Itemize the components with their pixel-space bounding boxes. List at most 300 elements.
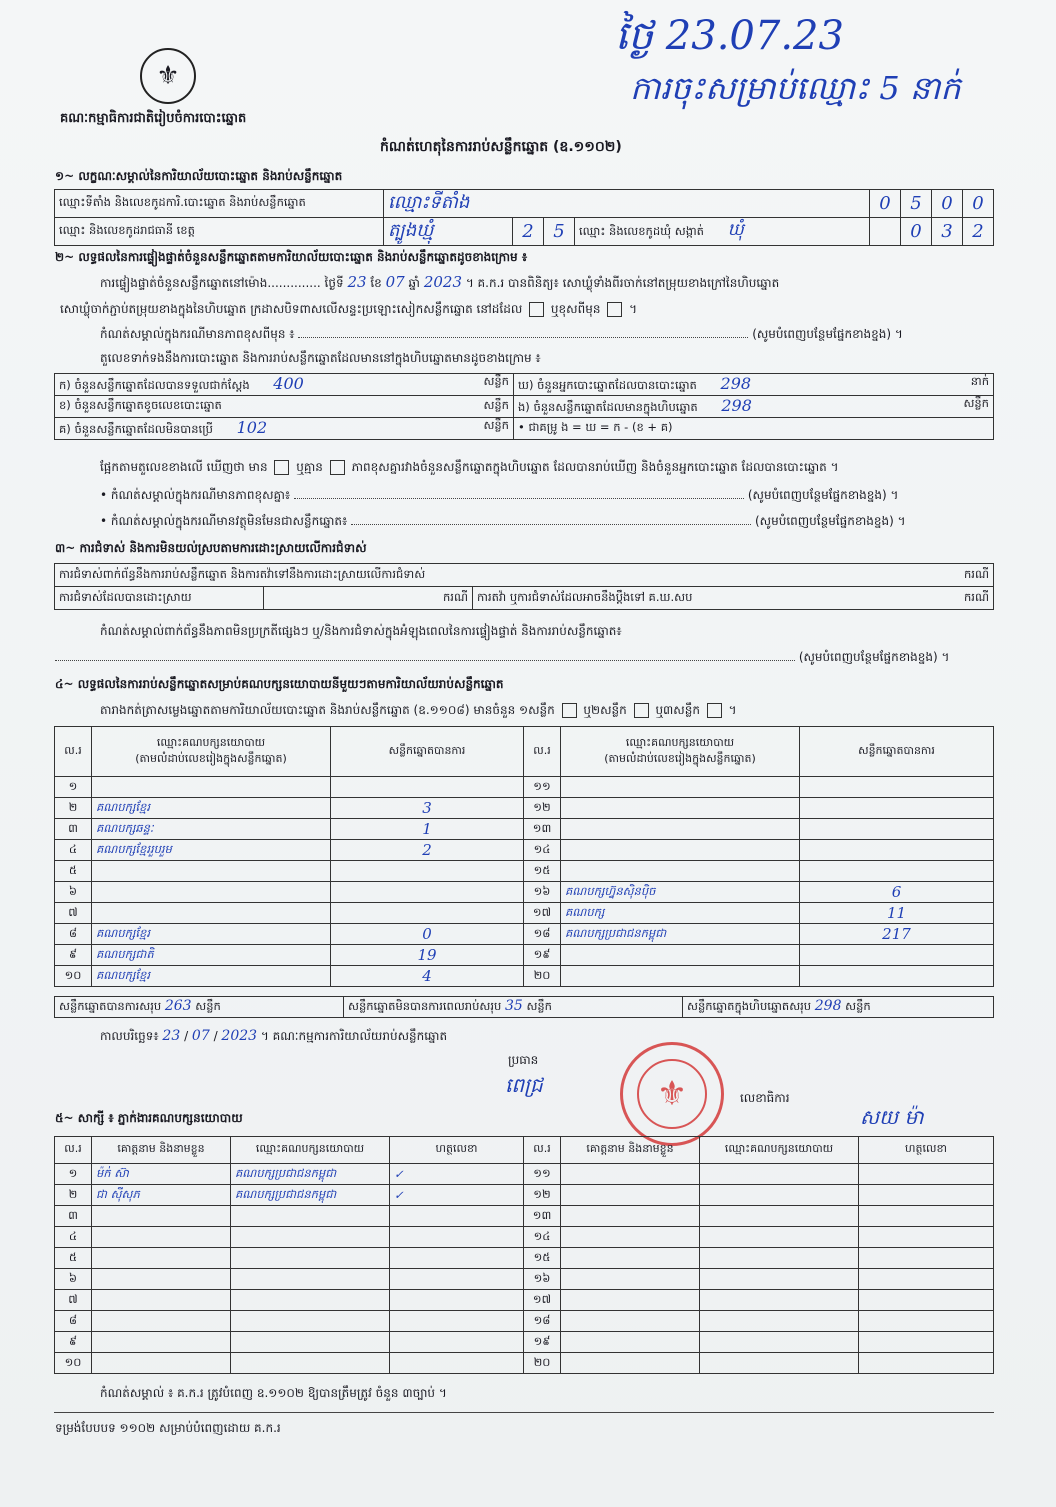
witness-row	[524, 1311, 994, 1332]
date-line: កាលបរិច្ឆេទ៖ 23 / 07 / 2023 ។ គណៈកម្មការការិយាល័យរាប់សន្លឹកឆ្នោត	[100, 1028, 448, 1044]
witness-no: ១៦	[524, 1269, 561, 1290]
in-box-value: 298	[721, 396, 752, 415]
witness-no: ១៥	[524, 1248, 561, 1269]
result-party	[92, 903, 331, 924]
result-party: គណបក្សខ្មែរ	[92, 966, 331, 987]
result-party: គណបក្សខ្មែរ	[92, 924, 331, 945]
witness-party	[700, 1227, 859, 1248]
witness-party	[231, 1332, 390, 1353]
bullet-1-label: • កំណត់សម្គាល់ក្នុងករណីមានភាពខុសគ្នា៖	[100, 488, 291, 502]
figures-row	[55, 418, 994, 440]
result-row	[524, 777, 994, 798]
witness-name	[92, 1227, 231, 1248]
result-party	[92, 777, 331, 798]
formula-label: • ជាគម្រូ ង = ឃ = ក - (ខ + គ)	[518, 420, 673, 434]
discrepancy-text-c: ភាពខុសគ្នារវាងចំនួនសន្លឹកឆ្នោតក្នុងហិបឆ្នោត ដែលបានរាប់ឃើញ និងចំនួនអ្នកបោះឆ្នោត ដែលបានបោះឆ្នោត ។	[351, 460, 839, 474]
result-no: ៩	[55, 945, 92, 966]
discrepancy-line	[100, 459, 839, 477]
code-digit: 5	[901, 190, 932, 218]
result-no: ១៧	[524, 903, 561, 924]
witness-no: ១២	[524, 1185, 561, 1206]
witness-sign	[390, 1332, 524, 1353]
witness-sign	[390, 1353, 524, 1374]
witness-row	[524, 1227, 994, 1248]
witness-party	[231, 1269, 390, 1290]
result-party	[561, 777, 800, 798]
result-row	[55, 819, 524, 840]
bullet-1-field[interactable]	[294, 498, 744, 499]
verification-day: 23	[347, 273, 367, 291]
result-row	[524, 819, 994, 840]
official-seal-icon: ⚜	[620, 1042, 724, 1146]
witness-no: ១៣	[524, 1206, 561, 1227]
witness-sign	[859, 1290, 994, 1311]
witness-party	[231, 1353, 390, 1374]
result-party	[561, 945, 800, 966]
seal-check-line: សោឃ្លុំចាក់ភ្ជាប់តម្រុយខាងក្នុងនៃហិបឆ្នោត ក្រដាសបិទពាសលើសន្ទះប្រឡោះសៀកសន្លឹកឆ្នោត នៅដដែល ឬខុសពីមុន ។	[60, 302, 637, 316]
witness-no: ៦	[55, 1269, 92, 1290]
result-row	[524, 798, 994, 819]
witness-row	[55, 1185, 524, 1206]
witness-row	[524, 1332, 994, 1353]
section4-heading: ៤~ លទ្ធផលនៃការរាប់សន្លឹកឆ្នោតសម្រាប់គណបក្សនយោបាយនីមួយៗតាមការិយាល័យរាប់សន្លឹកឆ្នោត	[55, 677, 504, 691]
figures-row	[55, 396, 994, 418]
witness-party	[700, 1311, 859, 1332]
witness-no: ១១	[524, 1164, 561, 1185]
witness-row	[55, 1227, 524, 1248]
chair-label: ប្រធាន	[508, 1053, 539, 1067]
witness-party	[231, 1206, 390, 1227]
unchanged-checkbox[interactable]	[529, 302, 544, 317]
irregularity-field[interactable]	[55, 660, 795, 661]
location-label: ឈ្មោះទីតាំង និងលេខកូដការិ.បោះឆ្នោត និងរាប់សន្លឹកឆ្នោត	[55, 190, 384, 218]
voters-value: 298	[720, 374, 752, 393]
unused-value: 102	[236, 418, 268, 437]
result-votes	[800, 819, 994, 840]
result-no: ១១	[524, 777, 561, 798]
witness-row	[524, 1185, 994, 1206]
col-party-header	[92, 727, 331, 777]
result-votes: 3	[331, 798, 524, 819]
witness-no: ៨	[55, 1311, 92, 1332]
result-no: ៦	[55, 882, 92, 903]
verification-text-b: ខែ	[370, 276, 382, 290]
result-votes	[800, 861, 994, 882]
unit-label: សន្លឹក	[845, 999, 871, 1013]
witness-name	[561, 1227, 700, 1248]
witness-sign: ✓	[390, 1185, 524, 1206]
unit-label: សន្លឹក	[483, 418, 509, 432]
verification-line	[100, 273, 779, 293]
witness-no: ១០	[55, 1353, 92, 1374]
witness-name	[92, 1332, 231, 1353]
commune-code-digit: 3	[932, 218, 963, 246]
col-party-title: ឈ្មោះគណបក្សនយោបាយ	[156, 735, 266, 749]
result-row	[55, 882, 524, 903]
resolved-label: ការជំទាស់ដែលបានដោះស្រាយ	[59, 589, 192, 604]
changed-label: ឬខុសពីមុន	[550, 302, 601, 316]
col-no-header: ល.រ	[524, 727, 561, 777]
witness-col-sign: ហត្ថលេខា	[859, 1137, 994, 1164]
witness-row	[524, 1248, 994, 1269]
result-votes: 19	[331, 945, 524, 966]
witness-sign	[859, 1353, 994, 1374]
three-sheets-label: ឬ៣សន្លឹក	[655, 703, 700, 717]
date-month: 07	[191, 1028, 210, 1044]
witness-sign	[390, 1269, 524, 1290]
result-votes: 1	[331, 819, 524, 840]
figures-table	[54, 373, 994, 440]
result-votes: 217	[800, 924, 994, 945]
witness-name	[92, 1290, 231, 1311]
form-footer: ទម្រង់បែបបទ ១១០២ សម្រាប់បំពេញដោយ គ.ក.រ	[55, 1421, 281, 1435]
result-party	[561, 966, 800, 987]
result-party: គណបក្សហ្វ៊ុនស៊ិនប៉ិច	[561, 882, 800, 903]
witness-sign	[390, 1206, 524, 1227]
verification-text-c: ឆ្នាំ	[408, 276, 420, 290]
result-no: ២០	[524, 966, 561, 987]
result-row	[524, 924, 994, 945]
result-votes	[331, 861, 524, 882]
bullet-2-hint: (សូមបំពេញបន្ថែមផ្នែកខាងខ្នង) ។	[754, 514, 906, 528]
result-party: គណបក្សប្រជាជនកម្ពុជា	[561, 924, 800, 945]
code-digit: 0	[870, 190, 901, 218]
figure-cell	[514, 418, 994, 440]
witness-row	[55, 1353, 524, 1374]
no-discrepancy-checkbox[interactable]	[330, 460, 345, 475]
witness-sign	[859, 1248, 994, 1269]
difference-note-field[interactable]	[298, 337, 748, 338]
witness-name: ជា ស៊ីសុភ	[92, 1185, 231, 1206]
witness-party: គណបក្សប្រជាជនកម្ពុជា	[231, 1185, 390, 1206]
result-party: គណបក្ស	[561, 903, 800, 924]
witness-no: ១៨	[524, 1311, 561, 1332]
result-no: ៨	[55, 924, 92, 945]
witness-col-sign: ហត្ថលេខា	[390, 1137, 524, 1164]
province-code-digit: 5	[544, 218, 575, 246]
result-votes	[331, 903, 524, 924]
witness-party	[700, 1332, 859, 1353]
witness-row	[524, 1269, 994, 1290]
code-digit: 0	[963, 190, 994, 218]
figure-cell	[55, 396, 514, 418]
result-no: ១២	[524, 798, 561, 819]
witness-sign	[859, 1164, 994, 1185]
result-party: គណបក្សឆន្ទៈ	[92, 819, 331, 840]
witness-name: ម៉ក់ ស៊ា	[92, 1164, 231, 1185]
section5-heading: ៥~ សាក្សី ៖ ភ្នាក់ងារគណបក្សនយោបាយ	[55, 1111, 243, 1125]
result-no: ៤	[55, 840, 92, 861]
witness-col-party: ឈ្មោះគណបក្សនយោបាយ	[700, 1137, 859, 1164]
witness-name	[92, 1269, 231, 1290]
witness-no: ៤	[55, 1227, 92, 1248]
col-party-header	[561, 727, 800, 777]
witness-sign	[859, 1311, 994, 1332]
witness-party	[231, 1227, 390, 1248]
total-box-label: សន្លឹកឆ្នោតក្នុងហិបឆ្នោតសរុប	[687, 999, 812, 1013]
result-votes	[800, 966, 994, 987]
result-no: ៧	[55, 903, 92, 924]
handwritten-count-note: ការចុះសម្រាប់ឈ្មោះ 5 នាក់	[630, 69, 961, 107]
objections-table	[54, 563, 994, 610]
result-no: ៣	[55, 819, 92, 840]
witness-party	[700, 1248, 859, 1269]
unit-label: សន្លឹក	[195, 999, 221, 1013]
witness-sign	[390, 1248, 524, 1269]
right-results-body	[524, 777, 994, 987]
irregularity-line	[55, 649, 1000, 667]
case-label: ករណី	[964, 566, 989, 581]
result-party: គណបក្សខ្មែររួបរួម	[92, 840, 331, 861]
bullet-line-1	[100, 487, 1000, 505]
location-value: ឈ្មោះទីតាំង	[384, 190, 870, 218]
result-no: ២	[55, 798, 92, 819]
witness-sign	[390, 1227, 524, 1248]
result-votes	[800, 798, 994, 819]
witness-no: ៣	[55, 1206, 92, 1227]
witness-no: ៧	[55, 1290, 92, 1311]
result-row	[524, 840, 994, 861]
result-party	[92, 861, 331, 882]
commune-label	[575, 218, 870, 246]
difference-note-line	[100, 326, 1000, 344]
witness-no: ៩	[55, 1332, 92, 1353]
witness-left-body	[55, 1164, 524, 1374]
verification-year: 2023	[423, 273, 462, 291]
bullet-2-field[interactable]	[351, 524, 751, 525]
result-no: ១៦	[524, 882, 561, 903]
witness-col-party: ឈ្មោះគណបក្សនយោបាយ	[231, 1137, 390, 1164]
result-votes: 6	[800, 882, 994, 903]
witness-col-no: ល.រ	[55, 1137, 92, 1164]
figures-row	[55, 374, 994, 396]
total-invalid-label: សន្លឹកឆ្នោតមិនបានការពេលរាប់សរុប	[348, 999, 502, 1013]
discrepancy-text-a: ផ្អែកតាមតួលេខខាងលើ ឃើញថា មាន	[100, 460, 268, 474]
witness-no: ១	[55, 1164, 92, 1185]
difference-note-label: កំណត់សម្គាល់ក្នុងករណីមានភាពខុសពីមុន ៖	[100, 327, 295, 341]
received-label: ក) ចំនួនសន្លឹកឆ្នោតដែលបានទទួលជាក់ស្តែង	[59, 378, 250, 392]
witness-party	[700, 1164, 859, 1185]
witness-row	[524, 1206, 994, 1227]
result-row	[55, 777, 524, 798]
col-party-subtitle: (តាមលំដាប់លេខរៀងក្នុងសន្លឹកឆ្នោត)	[135, 751, 287, 765]
chair-signature: ពេជ្រ	[505, 1073, 543, 1097]
witness-party	[231, 1290, 390, 1311]
result-votes: 11	[800, 903, 994, 924]
witness-col-name: គោត្តនាម និងនាមខ្លួន	[92, 1137, 231, 1164]
unit-label: សន្លឹក	[483, 398, 509, 412]
spoiled-label: ខ) ចំនួនសន្លឹកឆ្នោតខូចលេខបោះឆ្នោត	[59, 398, 222, 412]
result-row	[524, 966, 994, 987]
left-results-body	[55, 777, 524, 987]
figure-cell	[55, 374, 514, 396]
result-row	[55, 966, 524, 987]
results-table-left	[54, 726, 524, 987]
tally-intro: តារាងកត់ត្រាសម្លេងឆ្នោតតាមការិយាល័យបោះឆ្នោត និងរាប់សន្លឹកឆ្នោត (ឧ.១១០៨) មានចំនួន ១សន្លឹក	[100, 703, 555, 717]
result-row	[55, 945, 524, 966]
witness-row	[55, 1248, 524, 1269]
result-party	[561, 819, 800, 840]
witness-party	[700, 1206, 859, 1227]
commune-value: ឃុំ	[727, 220, 744, 240]
result-row	[55, 924, 524, 945]
one-sheet-checkbox[interactable]	[562, 703, 577, 718]
result-row	[55, 798, 524, 819]
col-party-subtitle: (តាមលំដាប់លេខរៀងក្នុងសន្លឹកឆ្នោត)	[604, 751, 756, 765]
witness-row	[55, 1311, 524, 1332]
witness-name	[561, 1332, 700, 1353]
section2-heading: ២~ លទ្ធផលនៃការផ្ទៀងផ្ទាត់ចំនួនសន្លឹកឆ្នោតតាមការិយាល័យបោះឆ្នោត និងរាប់សន្លឹកឆ្នោតដូចខាងក្រោម ៖	[55, 250, 528, 264]
objection-row	[55, 564, 994, 587]
result-party: គណបក្សខ្មែរ	[92, 798, 331, 819]
witness-name	[92, 1311, 231, 1332]
witness-sign: ✓	[390, 1164, 524, 1185]
witness-no: ៥	[55, 1248, 92, 1269]
result-no: ១	[55, 777, 92, 798]
objection-label: ការជំទាស់ពាក់ព័ន្ធនឹងការរាប់សន្លឹកឆ្នោត និងការតវ៉ាទៅនឹងការដោះស្រាយលើការជំទាស់	[59, 566, 426, 581]
two-sheets-label: ឬ២សន្លឹក	[583, 703, 627, 717]
witness-name	[561, 1311, 700, 1332]
col-party-title: ឈ្មោះគណបក្សនយោបាយ	[625, 735, 735, 749]
secretary-signature: សយ ម៉ា	[860, 1105, 924, 1129]
witness-party: គណបក្សប្រជាជនកម្ពុជា	[231, 1164, 390, 1185]
witness-party	[700, 1353, 859, 1374]
witness-row	[524, 1290, 994, 1311]
secretary-label: លេខាធិការ	[740, 1091, 790, 1105]
unit-label: សន្លឹក	[526, 999, 552, 1013]
witness-table-right	[523, 1136, 994, 1374]
resolved-cell	[55, 587, 264, 610]
two-sheets-checkbox[interactable]	[634, 703, 649, 718]
witness-no: ១៩	[524, 1332, 561, 1353]
witness-row	[55, 1206, 524, 1227]
result-party: គណបក្សជាតិ	[92, 945, 331, 966]
total-invalid-cell	[344, 997, 683, 1018]
witness-row	[55, 1269, 524, 1290]
figure-cell	[55, 418, 514, 440]
result-votes: 0	[331, 924, 524, 945]
result-no: ១៨	[524, 924, 561, 945]
result-votes	[800, 840, 994, 861]
figure-cell	[514, 396, 994, 418]
result-party	[92, 882, 331, 903]
changed-checkbox[interactable]	[607, 302, 622, 317]
commune-code-digit: 0	[901, 218, 932, 246]
result-no: ៥	[55, 861, 92, 882]
irregularity-note: កំណត់សម្គាល់ពាក់ព័ន្ធនឹងភាពមិនប្រក្រតីផ្សេងៗ ឬ/និងការជំទាស់ក្នុងអំឡុងពេលនៃការផ្ទៀងផ្ទាត់ និងការរាប់សន្លឹកឆ្នោត៖	[100, 624, 622, 638]
result-row	[55, 903, 524, 924]
unit-label: សន្លឹក	[963, 396, 989, 410]
witness-party	[231, 1248, 390, 1269]
result-row	[55, 861, 524, 882]
received-value: 400	[273, 374, 304, 393]
voters-label: ឃ) ចំនួនអ្នកបោះឆ្នោតដែលបានបោះឆ្នោត	[518, 378, 697, 392]
verification-text-d: ។ គ.ក.រ បានពិនិត្យ៖ សោឃ្លុំទាំងពីរចាក់នៅតម្រុយខាងក្រៅនៃហិបឆ្នោត	[465, 276, 780, 290]
witness-no: ២	[55, 1185, 92, 1206]
verification-month: 07	[385, 273, 405, 291]
three-sheets-checkbox[interactable]	[707, 703, 722, 718]
footer-note: កំណត់សម្គាល់ ៖ គ.ក.រ ត្រូវបំពេញ ឧ.១១០២ ឱ្យបានត្រឹមត្រូវ ចំនួន ៣ច្បាប់ ។	[100, 1386, 447, 1400]
result-votes	[800, 945, 994, 966]
witness-sign	[859, 1332, 994, 1353]
handwritten-date-note: ថ្ងៃ 23.07.23	[615, 13, 844, 59]
witness-sign	[390, 1290, 524, 1311]
in-box-label: ង) ចំនួនសន្លឹកឆ្នោតដែលមានក្នុងហិបឆ្នោត	[518, 400, 698, 414]
result-row	[524, 861, 994, 882]
col-votes-header: សន្លឹកឆ្នោតបានការ	[331, 727, 524, 777]
result-row	[524, 882, 994, 903]
figures-intro: តួលេខទាក់ទងនឹងការបោះឆ្នោត និងការរាប់សន្លឹកឆ្នោតដែលមាននៅក្នុងហិបឆ្នោតមានដូចខាងក្រោម ៖	[100, 351, 541, 365]
witness-sign	[859, 1185, 994, 1206]
total-invalid-value: 35	[504, 998, 523, 1014]
witness-name	[92, 1206, 231, 1227]
appeal-label: ការតវ៉ា ឬការជំទាស់ដែលអាចនឹងប្តឹងទៅ គ.ឃ.សប	[477, 589, 693, 604]
result-party	[561, 798, 800, 819]
province-value: ត្បូងឃ្មុំ	[384, 218, 513, 246]
appeal-cell	[473, 587, 994, 610]
result-row	[524, 945, 994, 966]
witness-name	[561, 1206, 700, 1227]
bullet-1-hint: (សូមបំពេញបន្ថែមផ្នែកខាងខ្នង) ។	[747, 488, 899, 502]
province-label: ឈ្មោះ និងលេខកូដរាជធានី ខេត្ត	[55, 218, 384, 246]
province-code-digit: 2	[513, 218, 544, 246]
has-discrepancy-checkbox[interactable]	[274, 460, 289, 475]
result-row	[55, 840, 524, 861]
witness-name	[561, 1164, 700, 1185]
code-digit: 0	[932, 190, 963, 218]
witness-sign	[859, 1269, 994, 1290]
col-votes-header: សន្លឹកឆ្នោតបានការ	[800, 727, 994, 777]
witness-col-name: គោត្តនាម និងនាមខ្លួន	[561, 1137, 700, 1164]
commune-code-digit: 2	[963, 218, 994, 246]
difference-note-hint: (សូមបំពេញបន្ថែមផ្នែកខាងខ្នង) ។	[752, 327, 903, 341]
results-table-right	[523, 726, 994, 987]
witness-table-left	[54, 1136, 524, 1374]
section1-table	[54, 189, 994, 246]
witness-party	[231, 1311, 390, 1332]
discrepancy-text-b: ឬគ្មាន	[296, 460, 323, 474]
date-suffix: ។ គណៈកម្មការការិយាល័យរាប់សន្លឹកឆ្នោត	[260, 1029, 448, 1043]
date-label: កាលបរិច្ឆេទ៖	[100, 1029, 159, 1043]
witness-right-body	[524, 1164, 994, 1374]
result-no: ១៥	[524, 861, 561, 882]
total-valid-value: 263	[164, 998, 192, 1014]
witness-sign	[859, 1206, 994, 1227]
bullet-line-2	[100, 513, 1000, 531]
date-day: 23	[162, 1028, 181, 1044]
witness-name	[561, 1269, 700, 1290]
result-row	[524, 903, 994, 924]
witness-sign	[390, 1311, 524, 1332]
totals-table	[54, 996, 994, 1018]
result-no: ១៣	[524, 819, 561, 840]
result-votes: 2	[331, 840, 524, 861]
witness-col-no: ល.រ	[524, 1137, 561, 1164]
witness-row	[55, 1164, 524, 1185]
witness-party	[700, 1290, 859, 1311]
result-votes: 4	[331, 966, 524, 987]
witness-no: ១៧	[524, 1290, 561, 1311]
result-votes	[331, 777, 524, 798]
witness-party	[700, 1185, 859, 1206]
section1-heading: ១~ លក្ខណៈសម្គាល់នៃការិយាល័យបោះឆ្នោត និងរាប់សន្លឹកឆ្នោត	[55, 169, 343, 183]
result-party	[561, 840, 800, 861]
witness-no: ១៤	[524, 1227, 561, 1248]
committee-name: គណៈកម្មាធិការជាតិរៀបចំការបោះឆ្នោត	[60, 111, 247, 126]
result-no: ១៤	[524, 840, 561, 861]
result-no: ១០	[55, 966, 92, 987]
resolved-count-cell	[264, 587, 473, 610]
